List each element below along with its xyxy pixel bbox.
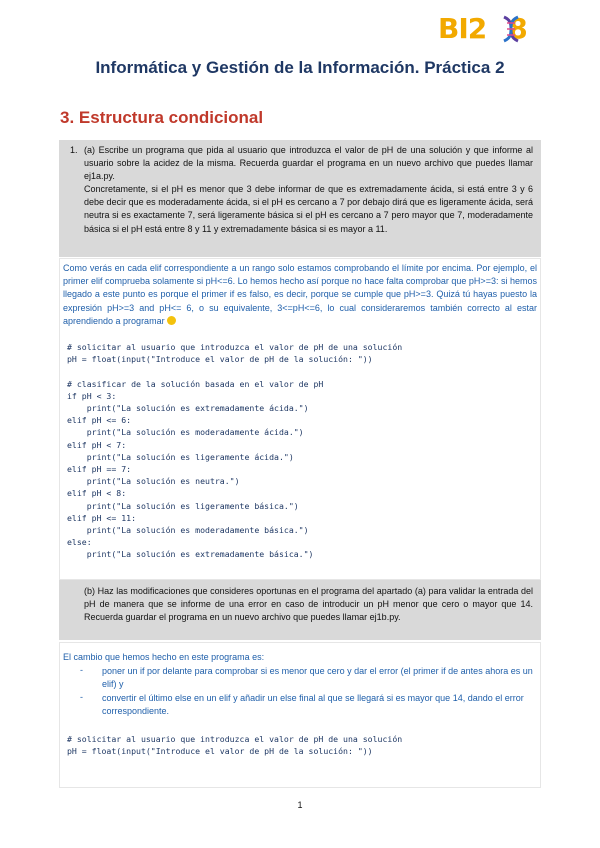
dna-icon <box>500 15 522 43</box>
bullet-marker: - <box>80 692 83 702</box>
section-title: 3. Estructura condicional <box>60 108 264 127</box>
page-number: 1 <box>297 800 303 810</box>
bullet-marker: - <box>80 665 83 675</box>
answer-2-intro: El cambio que hemos hecho en este programa es: <box>63 652 265 662</box>
answer-2-code: # solicitar al usuario que introduzca el valor de pH de una solución pH = float(input("Introduce el valor de pH de la solución: ")) <box>67 734 403 757</box>
answer-1-text <box>63 262 537 328</box>
document-title: Informática y Gestión de la Información. Práctica 2 <box>95 58 505 77</box>
question-2-text: (b) Haz las modificaciones que consideres oportunas en el programa del apartado (a) para validar la entrada del pH de manera que se informe de una error en caso de introducir un pH menor que cero o mayor que 14. Recuerda guardar el programa en un nuevo archivo que puedes llamar ej1b.py. <box>84 586 533 623</box>
bi2-logo <box>438 12 550 46</box>
bullet-item: poner un if por delante para comprobar si es menor que cero y dar el error (el primer if de antes ahora es un elif) y <box>102 666 533 690</box>
answer-1-code: # solicitar al usuario que introduzca el valor de pH de una solución pH = float(input("Introduce el valor de pH de la solución: ")) # clasificar de la solución basada en el valor de pH if pH < 3: print("La solución es extremadamente ácida.") elif pH <= 6: print("La solución es moderadamente ácida.") elif pH < 7: print("La solución es ligeramente ácida.") elif pH == 7: print("La solución es neutra.") elif pH < 8: print("La solución es ligeramente básica.") elif pH <= 11: print("La solución es moderadamente básica.") else: print("La solución es extremadamente básica.") <box>67 342 403 560</box>
question-1-number: 1. <box>70 145 78 155</box>
bullet-item: convertir el último else en un elif y añadir un else final al que se llegará si es mayor que 14, dando el error correspondiente. <box>102 693 524 717</box>
answer-1-paragraph: Como verás en cada elif correspondiente a un rango solo estamos comprobando el límite por encima. Por ejemplo, el primer elif comprueba solamente si pH<=6. Lo hemos hecho así porque no hace falta comprobar que pH>=3: si hemos llegado a este punto es porque el primer if es falso, es decir, porque se cumple que pH>=3. Quizá tú hayas puesto la expresión pH>=3 and pH<= 6, o su equivalente, 3<=pH<=6, lo cual consideraremos también correcto al estar aprendiendo a programar <box>63 263 537 326</box>
question-1-text-b: Concretamente, si el pH es menor que 3 debe informar de que es extremadamente ácida, si está entre 3 y 6 debe decir que es moderadamente ácida, si el pH es cercano a 7 por debajo dirá que es ligeramente ácida, será neutra si es exactamente 7, será ligeramente básica si el pH es cercano a 7 pero mayor que 7, moderadamente básica si el pH está entre 8 y 11 y extremadamente básica si es mayor a 11. <box>84 184 533 234</box>
question-1-text-a: (a) Escribe un programa que pida al usuario que introduzca el valor de pH de una solución y que informe al usuario sobre la acidez de la misma. Recuerda guardar el programa en un nuevo archivo que puedes llamar ej1a.py. <box>84 145 533 182</box>
logo-text: BI2 8 <box>438 12 527 45</box>
smiley-icon <box>167 316 176 325</box>
